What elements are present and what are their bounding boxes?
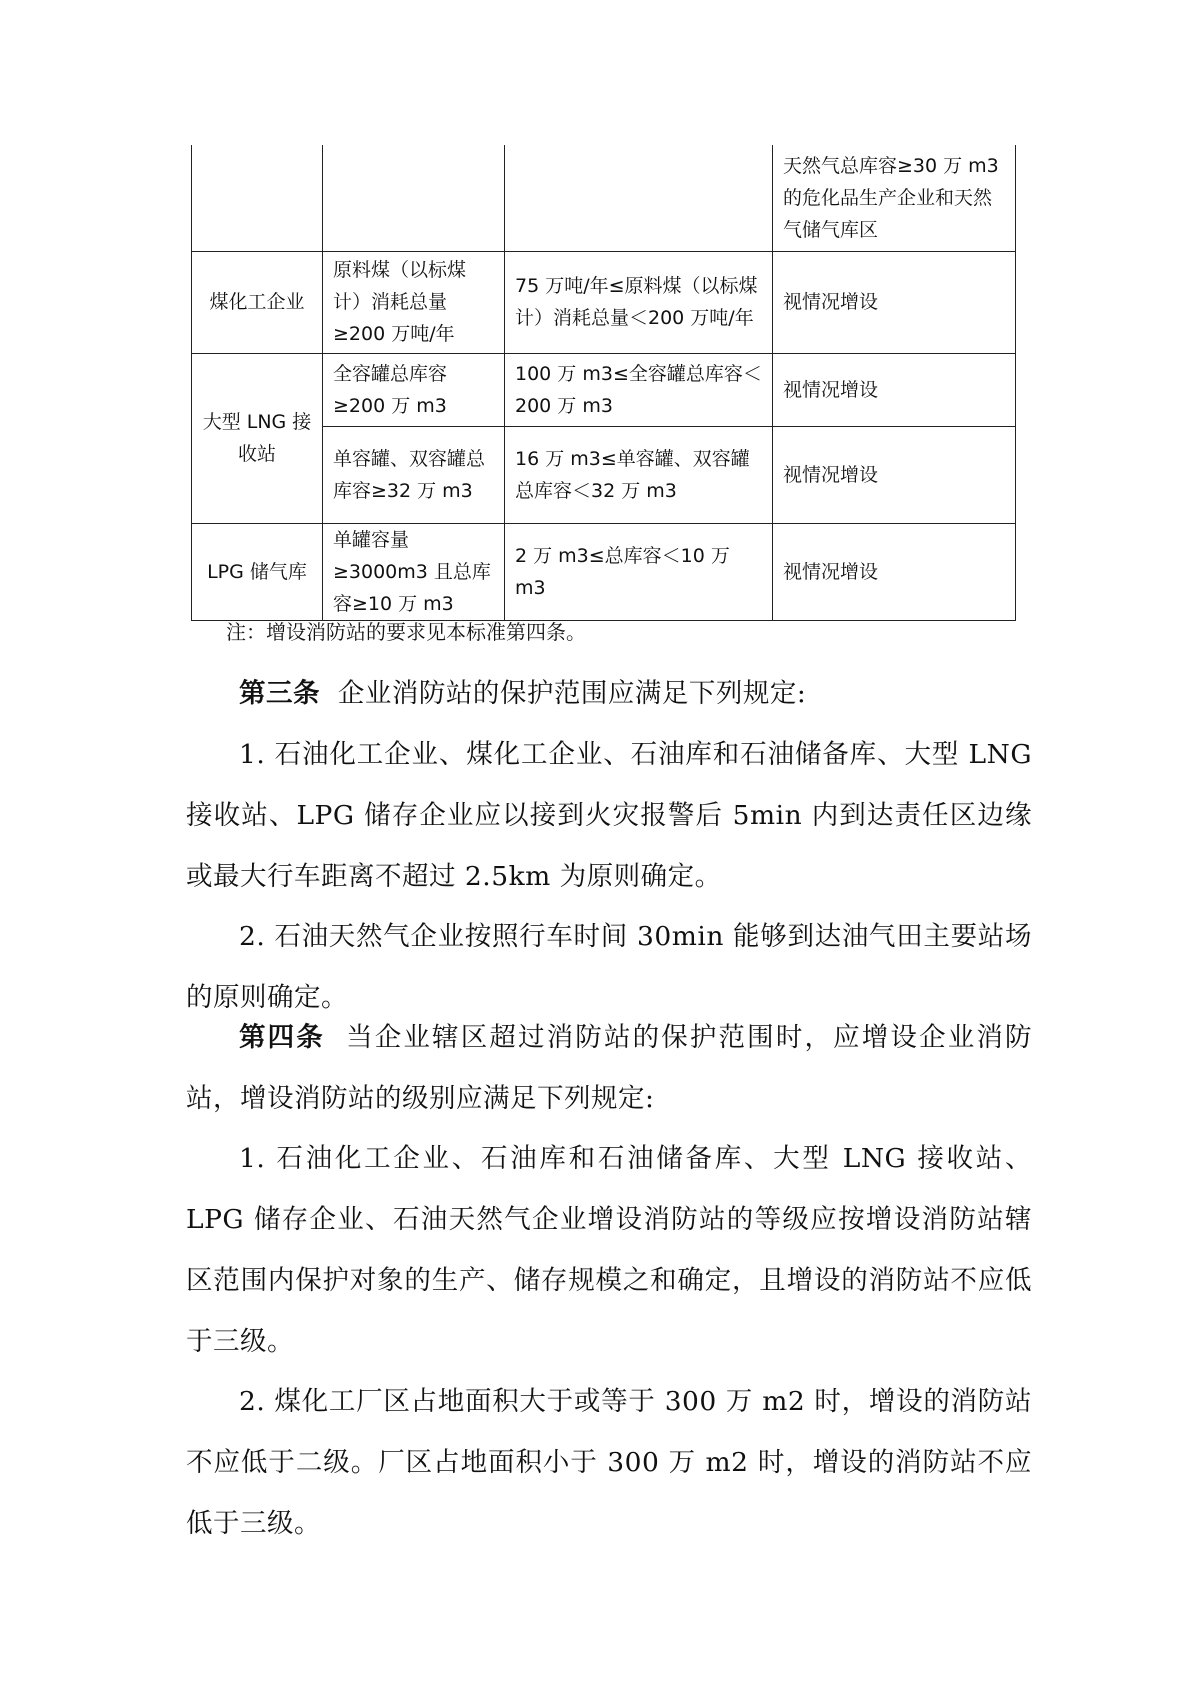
table-cell: 75 万吨/年≤原料煤（以标煤计）消耗总量＜200 万吨/年 (505, 251, 773, 353)
table-row (192, 353, 1016, 426)
table-cell (323, 145, 505, 251)
article4-item2: 2. 煤化工厂区占地面积大于或等于 300 万 m2 时，增设的消防站不应低于二级。厂区占地面积小于 300 万 m2 时，增设的消防站不应低于三级。 (186, 1386, 1032, 1539)
table-cell: 视情况增设 (773, 426, 1016, 523)
article4-heading: 第四条 (239, 1022, 325, 1053)
article3-intro-text: 企业消防站的保护范围应满足下列规定: (337, 678, 807, 709)
table-cell: 煤化工企业 (192, 251, 323, 353)
table-cell: 视情况增设 (773, 353, 1016, 426)
table-cell: 视情况增设 (773, 251, 1016, 353)
article3-item1: 1. 石油化工企业、煤化工企业、石油库和石油储备库、大型 LNG 接收站、LPG 储存企业应以接到火灾报警后 5min 内到达责任区边缘或最大行车距离不超过 2.5km 为原则确定。 (186, 739, 1032, 892)
table-cell: 单罐容量≥3000m3 且总库容≥10 万 m3 (323, 523, 505, 620)
article4-item1: 1. 石油化工企业、石油库和石油储备库、大型 LNG 接收站、LPG 储存企业、石油天然气企业增设消防站的等级应按增设消防站辖区范围内保护对象的生产、储存规模之和确定，且增设的消防站不应低于三级。 (186, 1143, 1032, 1357)
table-cell: 2 万 m3≤总库容＜10 万 m3 (505, 523, 773, 620)
table-cell: 100 万 m3≤全容罐总库容＜200 万 m3 (505, 353, 773, 426)
table-cell: 全容罐总库容≥200 万 m3 (323, 353, 505, 426)
article3-intro (186, 663, 1032, 724)
table-cell: 天然气总库容≥30 万 m3 的危化品生产企业和天然气储气库区 (773, 145, 1016, 251)
table-row (192, 251, 1016, 353)
table-note: 注：增设消防站的要求见本标准第四条。 (226, 620, 586, 644)
article3-heading: 第三条 (239, 678, 320, 709)
table-row (192, 523, 1016, 620)
table-cell: 视情况增设 (773, 523, 1016, 620)
table-cell: 大型 LNG 接收站 (192, 353, 323, 523)
table-cell (192, 145, 323, 251)
table-cell (505, 145, 773, 251)
table-cell: 16 万 m3≤单容罐、双容罐总库容＜32 万 m3 (505, 426, 773, 523)
table-cell: 单容罐、双容罐总库容≥32 万 m3 (323, 426, 505, 523)
article4-intro (186, 1007, 1032, 1129)
article4-intro-text: 当企业辖区超过消防站的保护范围时，应增设企业消防站，增设消防站的级别应满足下列规定: (186, 1022, 1033, 1114)
table-cell: 原料煤（以标煤计）消耗总量≥200 万吨/年 (323, 251, 505, 353)
table-row (192, 145, 1016, 251)
standard-table (191, 145, 1016, 621)
table-cell: LPG 储气库 (192, 523, 323, 620)
article3-item2: 2. 石油天然气企业按照行车时间 30min 能够到达油气田主要站场的原则确定。 (186, 921, 1032, 1013)
